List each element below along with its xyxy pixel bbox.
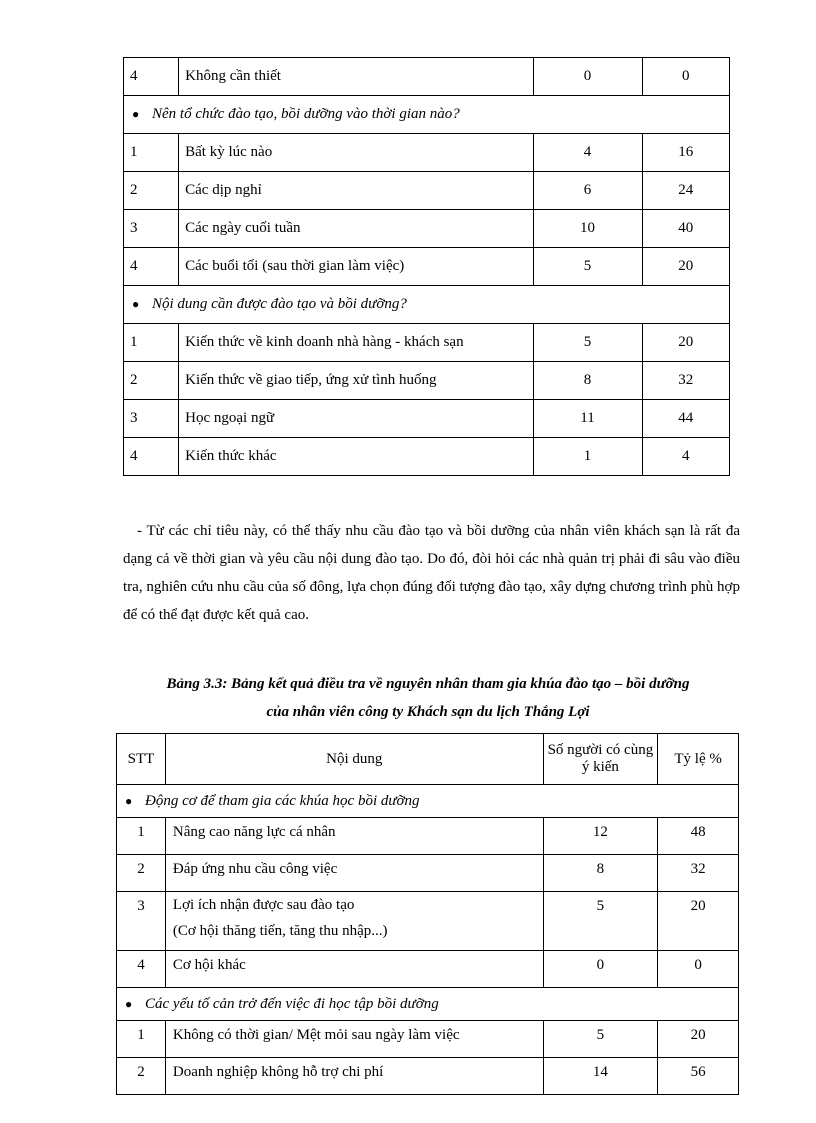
bullet-icon: ● [132, 297, 140, 311]
section-cell [124, 286, 730, 324]
survey-table-continued [123, 57, 730, 476]
stt-cell: 1 [117, 1021, 166, 1058]
count-cell: 8 [533, 362, 642, 400]
pct-cell: 0 [658, 951, 739, 988]
pct-cell: 24 [642, 172, 729, 210]
table-row [124, 172, 730, 210]
pct-cell: 16 [642, 134, 729, 172]
count-cell: 4 [533, 134, 642, 172]
section-cell [117, 988, 739, 1021]
pct-cell: 20 [658, 1021, 739, 1058]
section-title: Động cơ để tham gia các khúa học bồi dưỡng [145, 792, 420, 809]
count-cell: 0 [543, 951, 658, 988]
stt-cell: 2 [124, 172, 179, 210]
count-cell: 0 [533, 58, 642, 96]
stt-cell: 4 [124, 58, 179, 96]
bullet-icon: ● [132, 107, 140, 121]
table-row [124, 58, 730, 96]
content-cell: Các dịp nghỉ [179, 172, 533, 210]
content-cell [165, 892, 543, 951]
header-content: Nội dung [165, 734, 543, 785]
count-cell: 11 [533, 400, 642, 438]
table-row [117, 818, 739, 855]
section-row [117, 785, 739, 818]
pct-cell: 44 [642, 400, 729, 438]
count-cell: 14 [543, 1058, 658, 1095]
pct-cell: 56 [658, 1058, 739, 1095]
stt-cell: 2 [117, 1058, 166, 1095]
section-row [117, 988, 739, 1021]
stt-cell: 4 [124, 438, 179, 476]
stt-cell: 1 [124, 324, 179, 362]
content-cell: Các buổi tối (sau thời gian làm việc) [179, 248, 533, 286]
analysis-paragraph: - Từ các chỉ tiêu này, có thể thấy nhu cầu đào tạo và bồi dưỡng của nhân viên khách sạn là rất đa dạng cả về thời gian và yêu cầu nội dung đào tạo. Do đó, đòi hỏi các nhà quản trị phải đi sâu vào điều tra, nghiên cứu nhu cầu của số đông, lựa chọn đúng đối tượng đào tạo, xây dựng chương trình phù hợp để có thể đạt được kết quả cao. [123, 523, 740, 623]
table-row [124, 134, 730, 172]
pct-cell: 20 [658, 892, 739, 951]
content-cell: Cơ hội khác [165, 951, 543, 988]
pct-cell: 32 [658, 855, 739, 892]
stt-cell: 2 [124, 362, 179, 400]
content-cell: Kiến thức về giao tiếp, ứng xử tình huống [179, 362, 533, 400]
content-cell: Kiến thức khác [179, 438, 533, 476]
content-cell: Đáp ứng nhu cầu công việc [165, 855, 543, 892]
count-cell: 10 [533, 210, 642, 248]
section-title: Nội dung cần được đào tạo và bồi dưỡng? [152, 296, 407, 312]
section-row [124, 286, 730, 324]
count-cell: 12 [543, 818, 658, 855]
section-cell [124, 96, 730, 134]
section-title: Các yếu tố cản trở đến việc đi học tập bồi dưỡng [145, 995, 439, 1012]
pct-cell: 32 [642, 362, 729, 400]
count-cell: 5 [533, 324, 642, 362]
table-row [117, 951, 739, 988]
stt-cell: 3 [124, 400, 179, 438]
stt-cell: 3 [117, 892, 166, 951]
stt-cell: 4 [117, 951, 166, 988]
caption-line-1: Bảng 3.3: Bảng kết quả điều tra về nguyên nhân tham gia khúa đào tạo – bồi dưỡng [166, 676, 690, 692]
content-cell: Bất kỳ lúc nào [179, 134, 533, 172]
bullet-icon: ● [125, 996, 133, 1011]
pct-cell: 40 [642, 210, 729, 248]
header-pct: Tỷ lệ % [658, 734, 739, 785]
table-row [124, 438, 730, 476]
table-row [124, 362, 730, 400]
stt-cell: 2 [117, 855, 166, 892]
pct-cell: 20 [642, 324, 729, 362]
count-cell: 5 [543, 1021, 658, 1058]
stt-cell: 4 [124, 248, 179, 286]
section-cell [117, 785, 739, 818]
count-cell: 6 [533, 172, 642, 210]
table-row [124, 248, 730, 286]
content-cell: Kiến thức về kinh doanh nhà hàng - khách sạn [179, 324, 533, 362]
content-cell: Không cần thiết [179, 58, 533, 96]
section-row [124, 96, 730, 134]
content-cell: Nâng cao năng lực cá nhân [165, 818, 543, 855]
table-row [124, 210, 730, 248]
table-row [117, 1021, 739, 1058]
table-caption [100, 670, 756, 726]
table-row [117, 892, 739, 951]
section-title: Nên tổ chức đào tạo, bồi dưỡng vào thời gian nào? [152, 106, 460, 122]
table-row [124, 400, 730, 438]
content-cell: Các ngày cuối tuần [179, 210, 533, 248]
bullet-icon: ● [125, 793, 133, 808]
stt-cell: 3 [124, 210, 179, 248]
content-line: Lợi ích nhận được sau đào tạo [172, 897, 355, 913]
count-cell: 5 [543, 892, 658, 951]
table-row [124, 324, 730, 362]
table-row [117, 1058, 739, 1095]
table-row [117, 855, 739, 892]
pct-cell: 20 [642, 248, 729, 286]
table-header-row [117, 734, 739, 785]
count-cell: 1 [533, 438, 642, 476]
content-cell: Không có thời gian/ Mệt mỏi sau ngày làm việc [165, 1021, 543, 1058]
pct-cell: 48 [658, 818, 739, 855]
stt-cell: 1 [117, 818, 166, 855]
content-cell: Học ngoại ngữ [179, 400, 533, 438]
reasons-table [116, 733, 739, 1095]
count-cell: 8 [543, 855, 658, 892]
caption-line-2: của nhân viên công ty Khách sạn du lịch Thắng Lợi [266, 704, 590, 720]
count-cell: 5 [533, 248, 642, 286]
header-stt: STT [117, 734, 166, 785]
stt-cell: 1 [124, 134, 179, 172]
pct-cell: 0 [642, 58, 729, 96]
header-count: Số người có cùng ý kiến [543, 734, 658, 785]
content-cell: Doanh nghiệp không hỗ trợ chi phí [165, 1058, 543, 1095]
content-line-detail: (Cơ hội thăng tiến, tăng thu nhập...) [172, 923, 388, 939]
pct-cell: 4 [642, 438, 729, 476]
